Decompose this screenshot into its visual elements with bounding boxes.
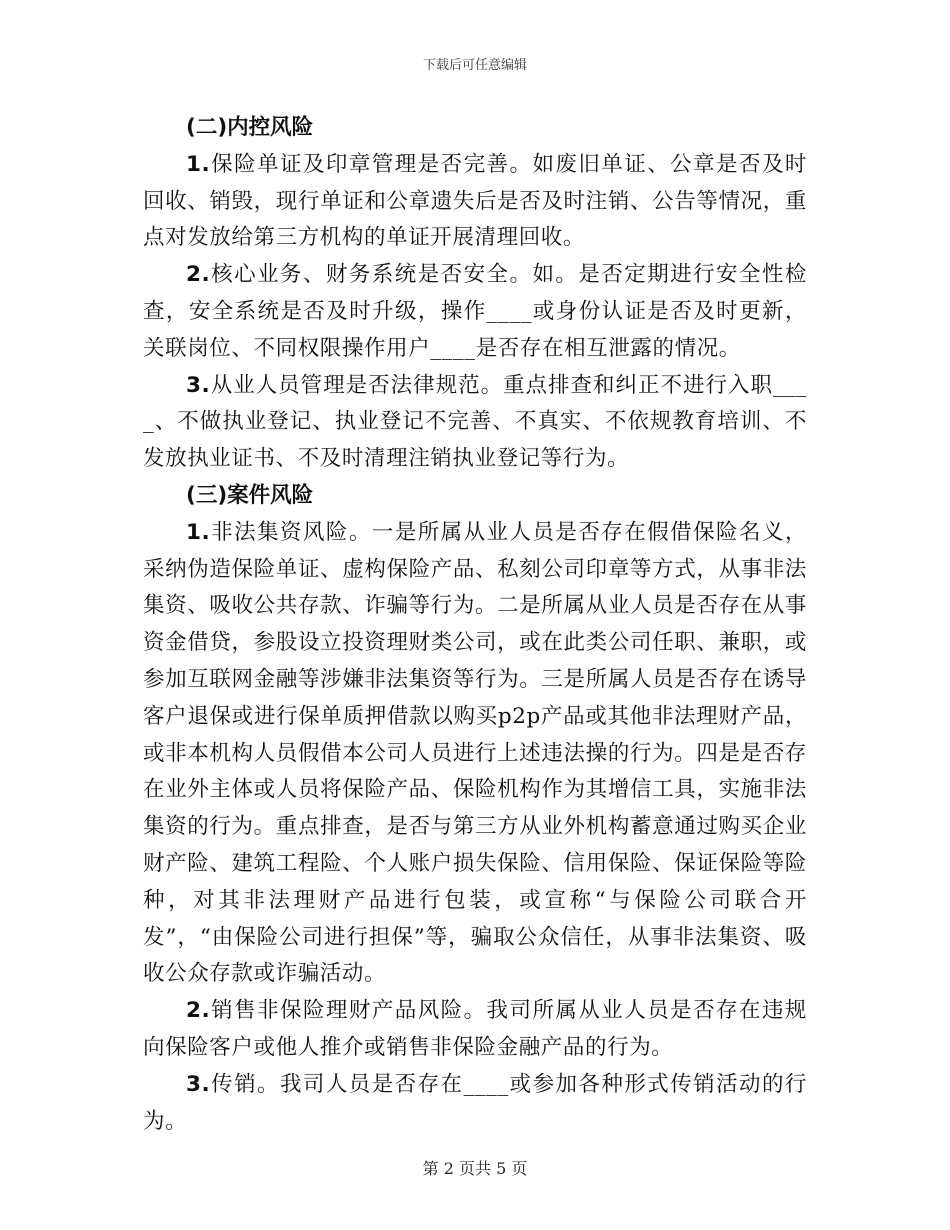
item-text: 保险单证及印章管理是否完善。如废旧单证、公章是否及时回收、销毁，现行单证和公章遗失后是否及时注销、公告等情况，重点对发放给第三方机构的单证开展清理回收。 bbox=[143, 151, 807, 251]
section-heading-internal-control: (二)内控风险 bbox=[186, 115, 314, 140]
item-text: 核心业务、财务系统是否安全。如。是否定期进行安全性检查，安全系统是否及时升级，操作____或身份认证是否及时更新，关联岗位、不同权限操作用户____是否存在相互泄露的情况。 bbox=[143, 262, 807, 361]
page-footer: 第 2 页共 5 页 bbox=[422, 1159, 528, 1178]
document-body bbox=[143, 110, 807, 1140]
item-number: 2. bbox=[186, 262, 211, 288]
page-header: 下载后可任意编辑 bbox=[422, 58, 527, 73]
item-text: 销售非保险理财产品风险。我司所属从业人员是否存在违规向保险客户或他人推介或销售非保险金融产品的行为。 bbox=[143, 998, 807, 1060]
paragraph-item bbox=[143, 993, 807, 1067]
paragraph-item bbox=[143, 515, 807, 993]
paragraph-item bbox=[143, 257, 807, 367]
paragraph-item bbox=[143, 368, 807, 478]
paragraph-item bbox=[143, 147, 807, 257]
item-text: 传销。我司人员是否存在____或参加各种形式传销活动的行为。 bbox=[143, 1071, 807, 1134]
item-text: 从业人员管理是否法律规范。重点排查和纠正不进行入职____、不做执业登记、执业登记不完善、不真实、不依规教育培训、不发放执业证书、不及时清理注销执业登记等行为。 bbox=[143, 372, 807, 472]
item-number: 1. bbox=[186, 151, 211, 177]
item-text: 非法集资风险。一是所属从业人员是否存在假借保险名义，采纳伪造保险单证、虚构保险产品、私刻公司印章等方式，从事非法集资、吸收公共存款、诈骗等行为。二是所属从业人员是否存在从事资金借贷，参股设立投资理财类公司，或在此类公司任职、兼职，或参加互联网金融等涉嫌非法集资等行为。三是所属人员是否存在诱导客户退保或进行保单质押借款以购买p2p产品或其他非法理财产品，或非本机构人员假借本公司人员进行上述违法操的行为。四是是否存在业外主体或人员将保险产品、保险机构作为其增信工具，实施非法集资的行为。重点排查，是否与第三方从业外机构蓄意通过购买企业财产险、建筑工程险、个人账户损失保险、信用保险、保证保险等险种，对其非法理财产品进行包装，或宣称“与保险公司联合开发”，“由保险公司进行担保”等，骗取公众信任，从事非法集资、吸收公众存款或诈骗活动。 bbox=[143, 519, 807, 987]
item-number: 3. bbox=[186, 1071, 211, 1097]
item-number: 2. bbox=[186, 998, 211, 1024]
paragraph-item bbox=[143, 1067, 807, 1141]
item-number: 1. bbox=[186, 519, 211, 545]
item-number: 3. bbox=[186, 372, 211, 398]
section-heading-case-risk: (三)案件风险 bbox=[186, 482, 314, 508]
